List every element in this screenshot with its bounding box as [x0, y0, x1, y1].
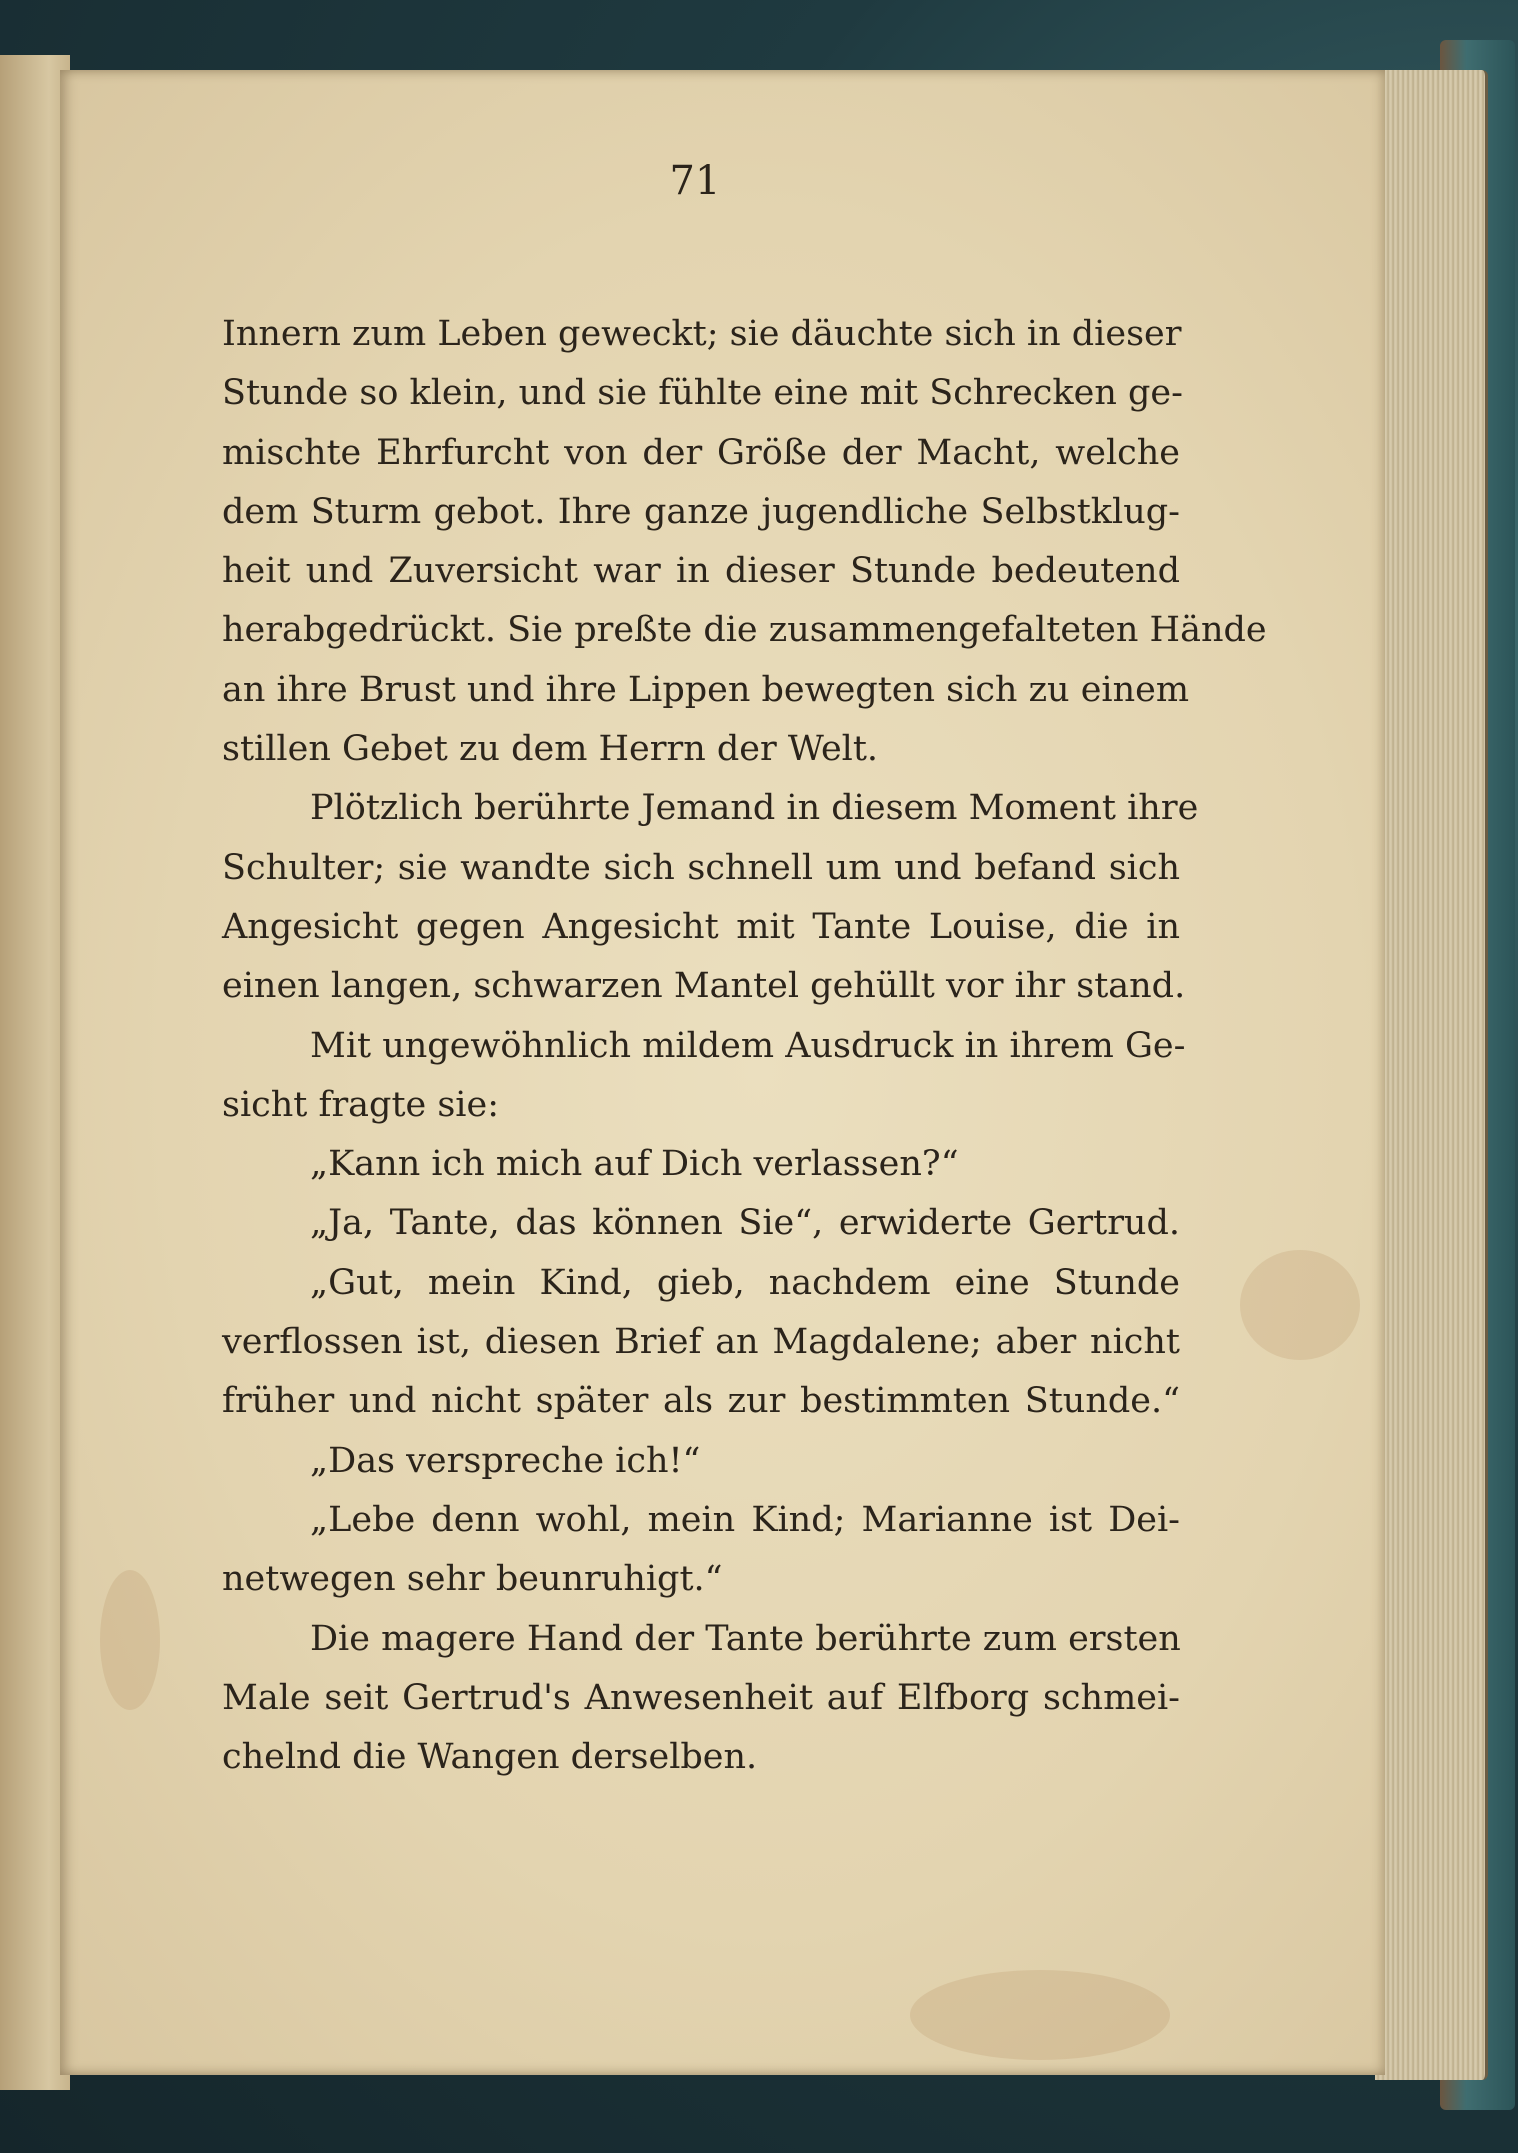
text-line: Stunde so klein, und sie fühlte eine mit Schrecken ge- [222, 373, 1183, 414]
text-line: an ihre Brust und ihre Lippen bewegten sich zu einem [222, 669, 1190, 710]
text-line: Innern zum Leben geweckt; sie däuchte sich in dieser [222, 314, 1182, 354]
paper-stain [910, 1970, 1170, 2060]
text-line: „Das verspreche ich!“ [310, 1440, 701, 1481]
text-line: heit und Zuversicht war in dieser Stunde bedeutend [222, 551, 1180, 592]
page-number: 71 [669, 158, 721, 204]
text-line: verflossen ist, diesen Brief an Magdalene; aber nicht [222, 1322, 1180, 1363]
text-line: Plötzlich berührte Jemand in diesem Moment ihre [310, 788, 1199, 829]
text-line: Schulter; sie wandte sich schnell um und befand sich [222, 847, 1180, 888]
text-line: herabgedrückt. Sie preßte die zusammengefalteten Hände [222, 610, 1267, 651]
text-line: „Gut, mein Kind, gieb, nachdem eine Stunde [310, 1262, 1180, 1303]
text-line: Angesicht gegen Angesicht mit Tante Louise, die in [222, 906, 1180, 947]
text-line: netwegen sehr beunruhigt.“ [222, 1559, 723, 1600]
paper-stain [1240, 1250, 1360, 1360]
text-line: stillen Gebet zu dem Herrn der Welt. [222, 729, 879, 770]
text-line: dem Sturm gebot. Ihre ganze jugendliche Selbstklug- [222, 491, 1180, 532]
paper-stain [100, 1570, 160, 1710]
text-line: Male seit Gertrud's Anwesenheit auf Elfborg schmei- [222, 1677, 1180, 1718]
text-line: früher und nicht später als zur bestimmten Stunde.“ [222, 1381, 1180, 1422]
text-line: sicht fragte sie: [222, 1084, 500, 1125]
text-line: „Lebe denn wohl, mein Kind; Marianne ist Dei- [310, 1499, 1180, 1540]
text-line: mischte Ehrfurcht von der Größe der Macht, welche [222, 432, 1180, 473]
text-line: „Kann ich mich auf Dich verlassen?“ [310, 1144, 959, 1185]
body-text [222, 305, 1267, 1787]
text-line: Die magere Hand der Tante berührte zum ersten [310, 1618, 1181, 1659]
page-edges [1375, 70, 1488, 2080]
text-line: „Ja, Tante, das können Sie“, erwiderte Gertrud. [310, 1203, 1180, 1244]
text-line: einen langen, schwarzen Mantel gehüllt vor ihr stand. [222, 966, 1186, 1007]
text-line: chelnd die Wangen derselben. [222, 1737, 758, 1778]
text-line: Mit ungewöhnlich mildem Ausdruck in ihrem Ge- [310, 1025, 1186, 1066]
